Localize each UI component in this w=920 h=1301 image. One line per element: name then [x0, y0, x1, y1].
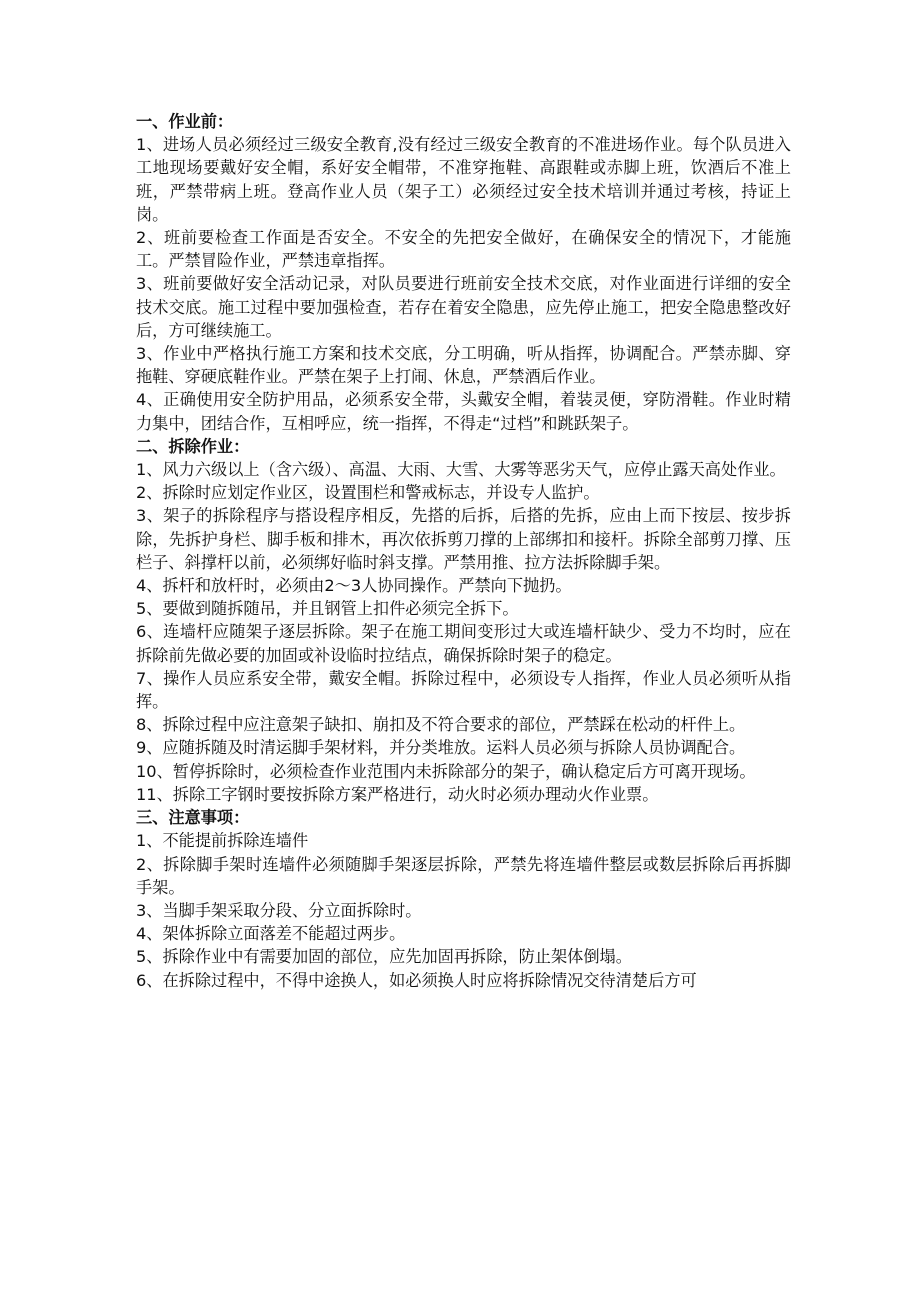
list-item: 8、拆除过程中应注意架子缺扣、崩扣及不符合要求的部位，严禁踩在松动的杆件上。 — [136, 715, 746, 735]
list-item: 4、拆杆和放杆时，必须由2～3人协同操作。严禁向下抛扔。 — [136, 576, 572, 596]
list-item: 1、风力六级以上（含六级）、高温、大雨、大雪、大雾等恶劣天气，应停止露天高处作业。 — [136, 460, 786, 480]
list-item: 10、暂停拆除时，必须检查作业范围内未拆除部分的架子，确认稳定后方可离开现场。 — [136, 761, 756, 781]
list-item: 11、拆除工字钢时要按拆除方案严格进行，动火时必须办理动火作业票。 — [136, 784, 659, 804]
list-item: 7、操作人员应系安全带，戴安全帽。拆除过程中，必须设专人指挥，作业人员必须听从指挥。 — [136, 668, 791, 712]
section-heading: 三、注意事项： — [136, 808, 250, 828]
list-item: 1、不能提前拆除连墙件 — [136, 831, 309, 851]
list-item: 1、进场人员必须经过三级安全教育,没有经过三级安全教育的不准进场作业。每个队员进入工地现场要戴好安全帽，系好安全帽带，不准穿拖鞋、高跟鞋或赤脚上班，饮酒后不准上班，严禁带病上班。登高作业人员（架子工）必须经过安全技术培训并通过考核，持证上岗。 — [136, 135, 791, 224]
document-body — [136, 110, 791, 992]
list-item: 6、连墙杆应随架子逐层拆除。架子在施工期间变形过大或连墙杆缺少、受力不均时，应在拆除前先做必要的加固或补设临时拉结点，确保拆除时架子的稳定。 — [136, 622, 791, 665]
section-heading: 二、拆除作业： — [136, 436, 250, 456]
list-item: 4、正确使用安全防护用品，必须系安全带，头戴安全帽，着装灵便，穿防滑鞋。作业时精力集中，团结合作，互相呼应，统一指挥，不得走“过档”和跳跃架子。 — [136, 390, 791, 433]
list-item: 5、要做到随拆随吊，并且钢管上扣件必须完全拆下。 — [136, 599, 519, 619]
list-item: 3、当脚手架采取分段、分立面拆除时。 — [136, 900, 422, 920]
list-item: 9、应随拆随及时清运脚手架材料，并分类堆放。运料人员必须与拆除人员协调配合。 — [136, 738, 746, 758]
list-item: 3、架子的拆除程序与搭设程序相反，先搭的后拆，后搭的先拆，应由上而下按层、按步拆除，先拆护身栏、脚手板和排木，再次依拆剪刀撑的上部绑扣和接杆。拆除全部剪刀撑、压栏子、斜撑杆以前，必须绑好临时斜支撑。严禁用推、拉方法拆除脚手架。 — [136, 506, 791, 572]
list-item: 5、拆除作业中有需要加固的部位，应先加固再拆除，防止架体倒塌。 — [136, 947, 632, 967]
list-item: 2、班前要检查工作面是否安全。不安全的先把安全做好，在确保安全的情况下，才能施工。严禁冒险作业，严禁违章指挥。 — [136, 228, 791, 271]
list-item: 2、拆除时应划定作业区，设置围栏和警戒标志，并设专人监护。 — [136, 483, 600, 503]
list-item: 6、在拆除过程中，不得中途换人，如必须换人时应将拆除情况交待清楚后方可 — [136, 970, 697, 990]
list-item: 4、架体拆除立面落差不能超过两步。 — [136, 924, 406, 944]
list-item: 3、作业中严格执行施工方案和技术交底，分工明确，听从指挥，协调配合。严禁赤脚、穿拖鞋、穿硬底鞋作业。严禁在架子上打闹、休息，严禁酒后作业。 — [136, 344, 791, 387]
section-heading: 一、作业前： — [136, 112, 234, 131]
list-item: 3、班前要做好安全活动记录，对队员要进行班前安全技术交底，对作业面进行详细的安全技术交底。施工过程中要加强检查，若存在着安全隐患，应先停止施工，把安全隐患整改好后，方可继续施工。 — [136, 274, 791, 340]
list-item: 2、拆除脚手架时连墙件必须随脚手架逐层拆除，严禁先将连墙件整层或数层拆除后再拆脚手架。 — [136, 854, 791, 897]
